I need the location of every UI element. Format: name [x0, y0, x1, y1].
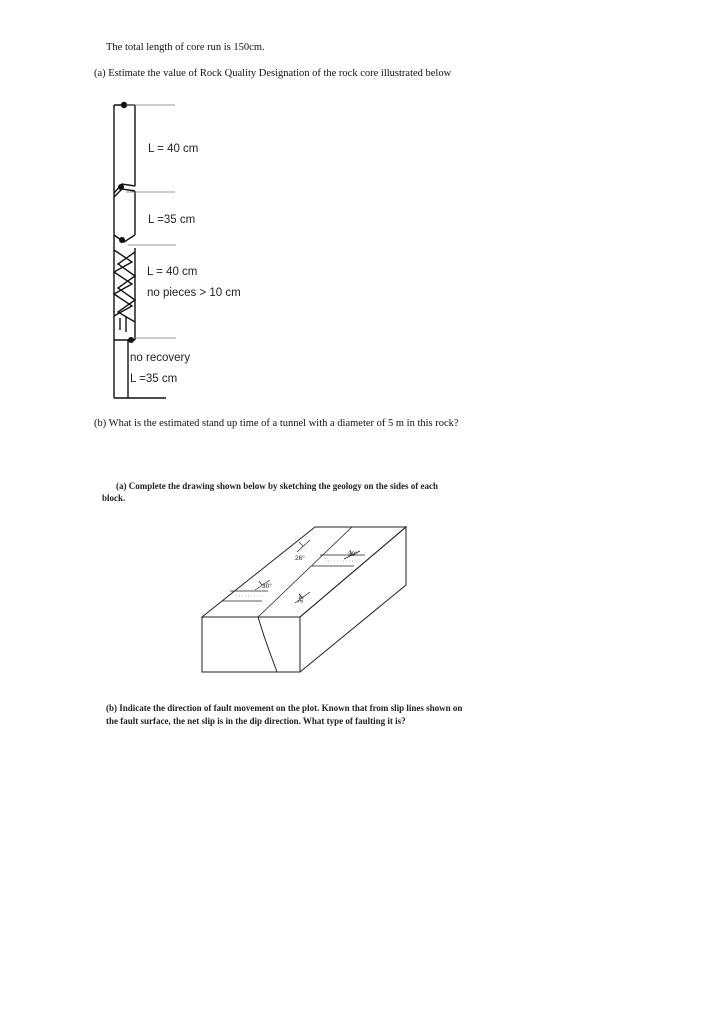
dip-label-1: 26°	[295, 555, 305, 562]
dip-label-3: 30°	[262, 583, 272, 590]
question-a-rqd: (a) Estimate the value of Rock Quality Designation of the rock core illustrated below	[94, 68, 452, 79]
question-b-standup-time: (b) What is the estimated stand up time of a tunnel with a diameter of 5 m in this rock?	[94, 418, 459, 429]
question2-a-line2: block.	[102, 493, 126, 503]
core-label-seg3: L = 40 cm	[147, 266, 198, 278]
core-label-seg2: L =35 cm	[148, 214, 196, 226]
question2-a-line1: (a) Complete the drawing shown below by sketching the geology on the sides of each	[116, 481, 439, 491]
dip-label-4: 35°	[297, 592, 307, 604]
core-label-seg4: L =35 cm	[130, 373, 178, 385]
core-label-seg1: L = 40 cm	[148, 143, 199, 155]
question2-b-line1: (b) Indicate the direction of fault movement on the plot. Known that from slip lines shown on	[106, 703, 463, 713]
core-run-length-text: The total length of core run is 150cm.	[106, 42, 265, 53]
dip-label-2: 30°	[348, 551, 358, 558]
core-label-seg3-note: no pieces > 10 cm	[147, 287, 241, 299]
question2-b-line2: the fault surface, the net slip is in the dip direction. What type of faulting it is?	[106, 716, 406, 726]
core-label-no-recovery: no recovery	[130, 352, 191, 364]
